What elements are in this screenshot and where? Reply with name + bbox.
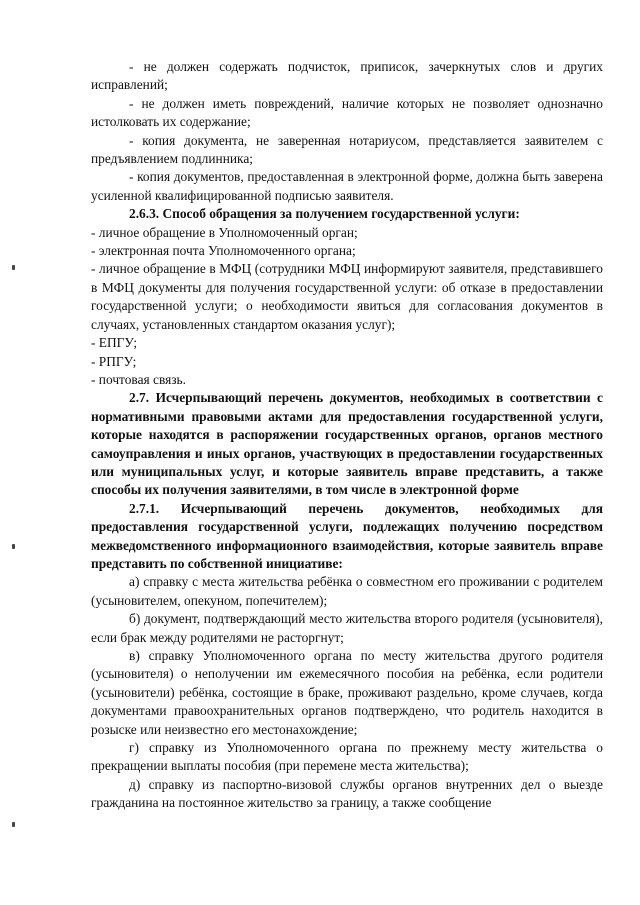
document-page	[91, 58, 603, 813]
subsection-heading: 2.7.1. Исчерпывающий перечень документов, необходимых для предоставления государственной услуги, подлежащих получению посредством межведомственного информационного взаимодействия, которые заявитель вправе представить по собственной инициативе:	[91, 500, 603, 571]
list-item: - почтовая связь.	[91, 371, 187, 387]
margin-mark	[12, 822, 15, 827]
paragraph: д) справку из паспортно-визовой службы органов внутренних дел о выезде гражданина на постоянное жительство за границу, а также сообщение	[91, 776, 603, 811]
paragraph: - не должен содержать подчисток, приписок, зачеркнутых слов и других исправлений;	[91, 59, 603, 93]
list-item: - личное обращение в МФЦ (сотрудники МФЦ информируют заявителя, представившего в МФЦ документы для получения государственной услуги: об отказе в предоставлении государственной услуги; о необходимости явиться для согласования документов в случаях, установленных стандартом оказания услуг);	[91, 261, 603, 332]
paragraph: б) документ, подтверждающий место жительства второго родителя (усыновителя), если брак между родителями не расторгнут;	[91, 611, 603, 645]
paragraph: - не должен иметь повреждений, наличие которых не позволяет однозначно истолковать их содержание;	[91, 95, 603, 130]
list-item: - личное обращение в Уполномоченный орган;	[91, 224, 358, 240]
paragraph: - копия документа, не заверенная нотариусом, представляется заявителем с предъявлением подлинника;	[91, 132, 603, 167]
section-heading: 2.6.3. Способ обращения за получением государственной услуги:	[129, 206, 520, 222]
section-heading: 2.7. Исчерпывающий перечень документов, необходимых в соответствии с нормативными правовыми актами для предоставления государственной услуги, которые находятся в распоряжении государственных органов, органов местного самоуправления и иных органов, участвующих в предоставлении государственных или муниципальных услуг, и которые заявитель вправе представить, а также способы их получения заявителями, в том числе в электронной форме	[91, 390, 603, 498]
paragraph: - копия документов, предоставленная в электронной форме, должна быть заверена усиленной квалифицированной подписью заявителя.	[91, 169, 603, 203]
paragraph: в) справку Уполномоченного органа по месту жительства другого родителя (усыновителя) о неполучении им ежемесячного пособия на ребёнка, если родители (усыновители) ребёнка, состоящие в браке, проживают раздельно, кроме случаев, когда документами правоохранительных органов подтверждено, что родитель находится в розыске или неизвестно его местонахождение;	[91, 648, 603, 737]
list-item: - электронная почта Уполномоченного органа;	[91, 243, 356, 259]
margin-mark	[12, 265, 15, 270]
paragraph: г) справку из Уполномоченного органа по прежнему месту жительства о прекращении выплаты пособия (при перемене места жительства);	[91, 740, 603, 774]
list-item: - РПГУ;	[91, 353, 137, 369]
list-item: - ЕПГУ;	[91, 335, 138, 351]
paragraph: а) справку с места жительства ребёнка о совместном его проживании с родителем (усыновителем, опекуном, попечителем);	[91, 574, 603, 608]
margin-mark	[12, 544, 15, 549]
